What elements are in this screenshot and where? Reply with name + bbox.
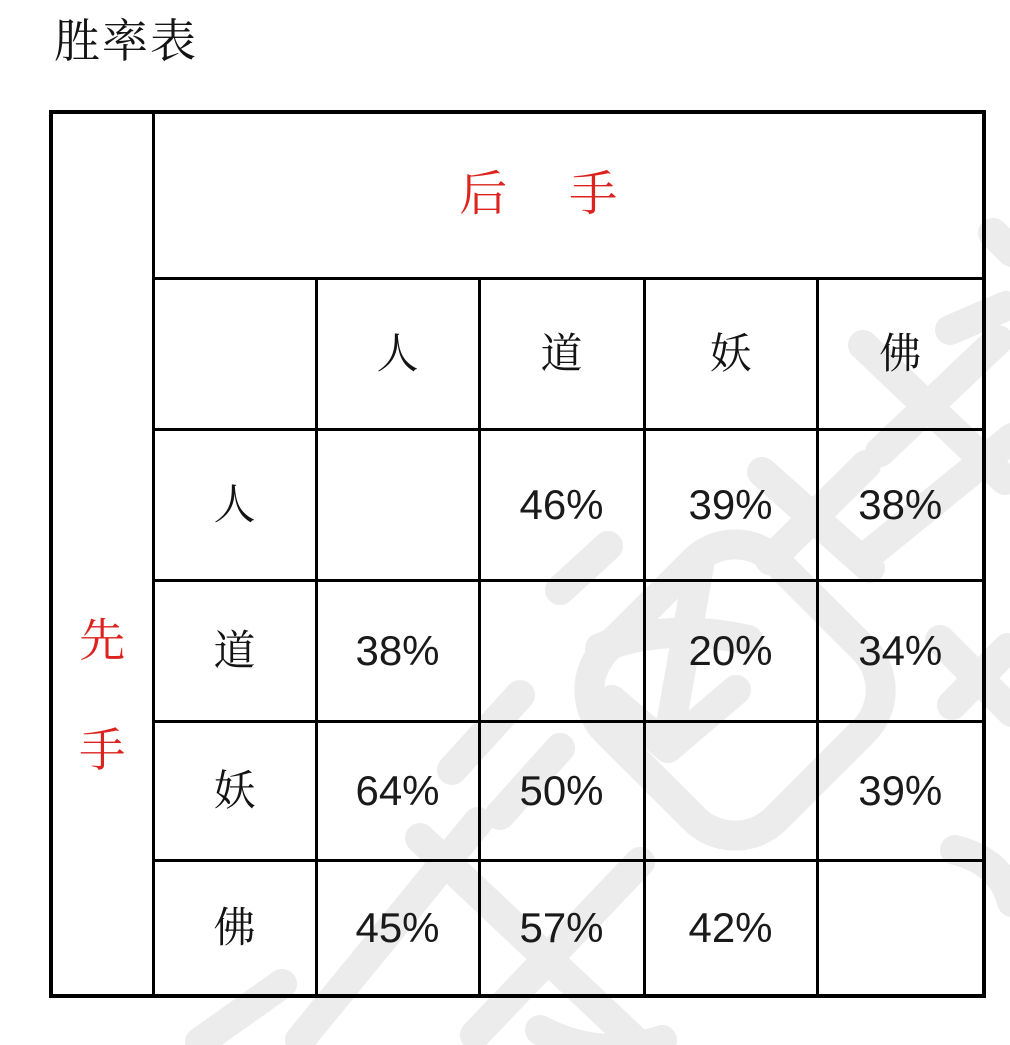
value-cell: 20% (644, 580, 817, 721)
col-header-cell-dao: 道 (479, 278, 644, 429)
value-cell (817, 860, 984, 996)
col-header-cell-yao: 妖 (644, 278, 817, 429)
back-hand-header-cell (153, 112, 984, 278)
col-header-cell-ren: 人 (316, 278, 479, 429)
value-cell: 39% (644, 429, 817, 580)
value-cell: 46% (479, 429, 644, 580)
col-header-cell-fo: 佛 (817, 278, 984, 429)
table-row (51, 580, 984, 721)
value-cell: 64% (316, 721, 479, 860)
value-cell (316, 429, 479, 580)
value-cell: 34% (817, 580, 984, 721)
back-hand-label (125, 168, 953, 222)
value-cell: 45% (316, 860, 479, 996)
front-hand-char: 手 (79, 724, 126, 776)
table-row (51, 721, 984, 860)
value-cell: 38% (817, 429, 984, 580)
value-cell: 39% (817, 721, 984, 860)
back-hand-char: 手 (569, 168, 618, 222)
front-hand-header-cell (51, 112, 153, 996)
value-cell (479, 580, 644, 721)
value-cell: 50% (479, 721, 644, 860)
header-row-back-hand (51, 112, 984, 278)
row-label-cell-yao: 妖 (153, 721, 316, 860)
row-label-cell-fo: 佛 (153, 860, 316, 996)
value-cell: 57% (479, 860, 644, 996)
table-row (51, 429, 984, 580)
value-cell (644, 721, 817, 860)
row-label-cell-ren: 人 (153, 429, 316, 580)
back-hand-char: 后 (459, 168, 508, 222)
table-row (51, 860, 984, 996)
value-cell: 42% (644, 860, 817, 996)
page-title: 胜率表 (54, 15, 198, 67)
row-label-cell-dao: 道 (153, 580, 316, 721)
value-cell: 38% (316, 580, 479, 721)
corner-empty-cell (153, 278, 316, 429)
column-header-row (51, 278, 984, 429)
front-hand-label (53, 335, 152, 776)
winrate-table (49, 110, 986, 998)
front-hand-char: 先 (79, 614, 126, 666)
